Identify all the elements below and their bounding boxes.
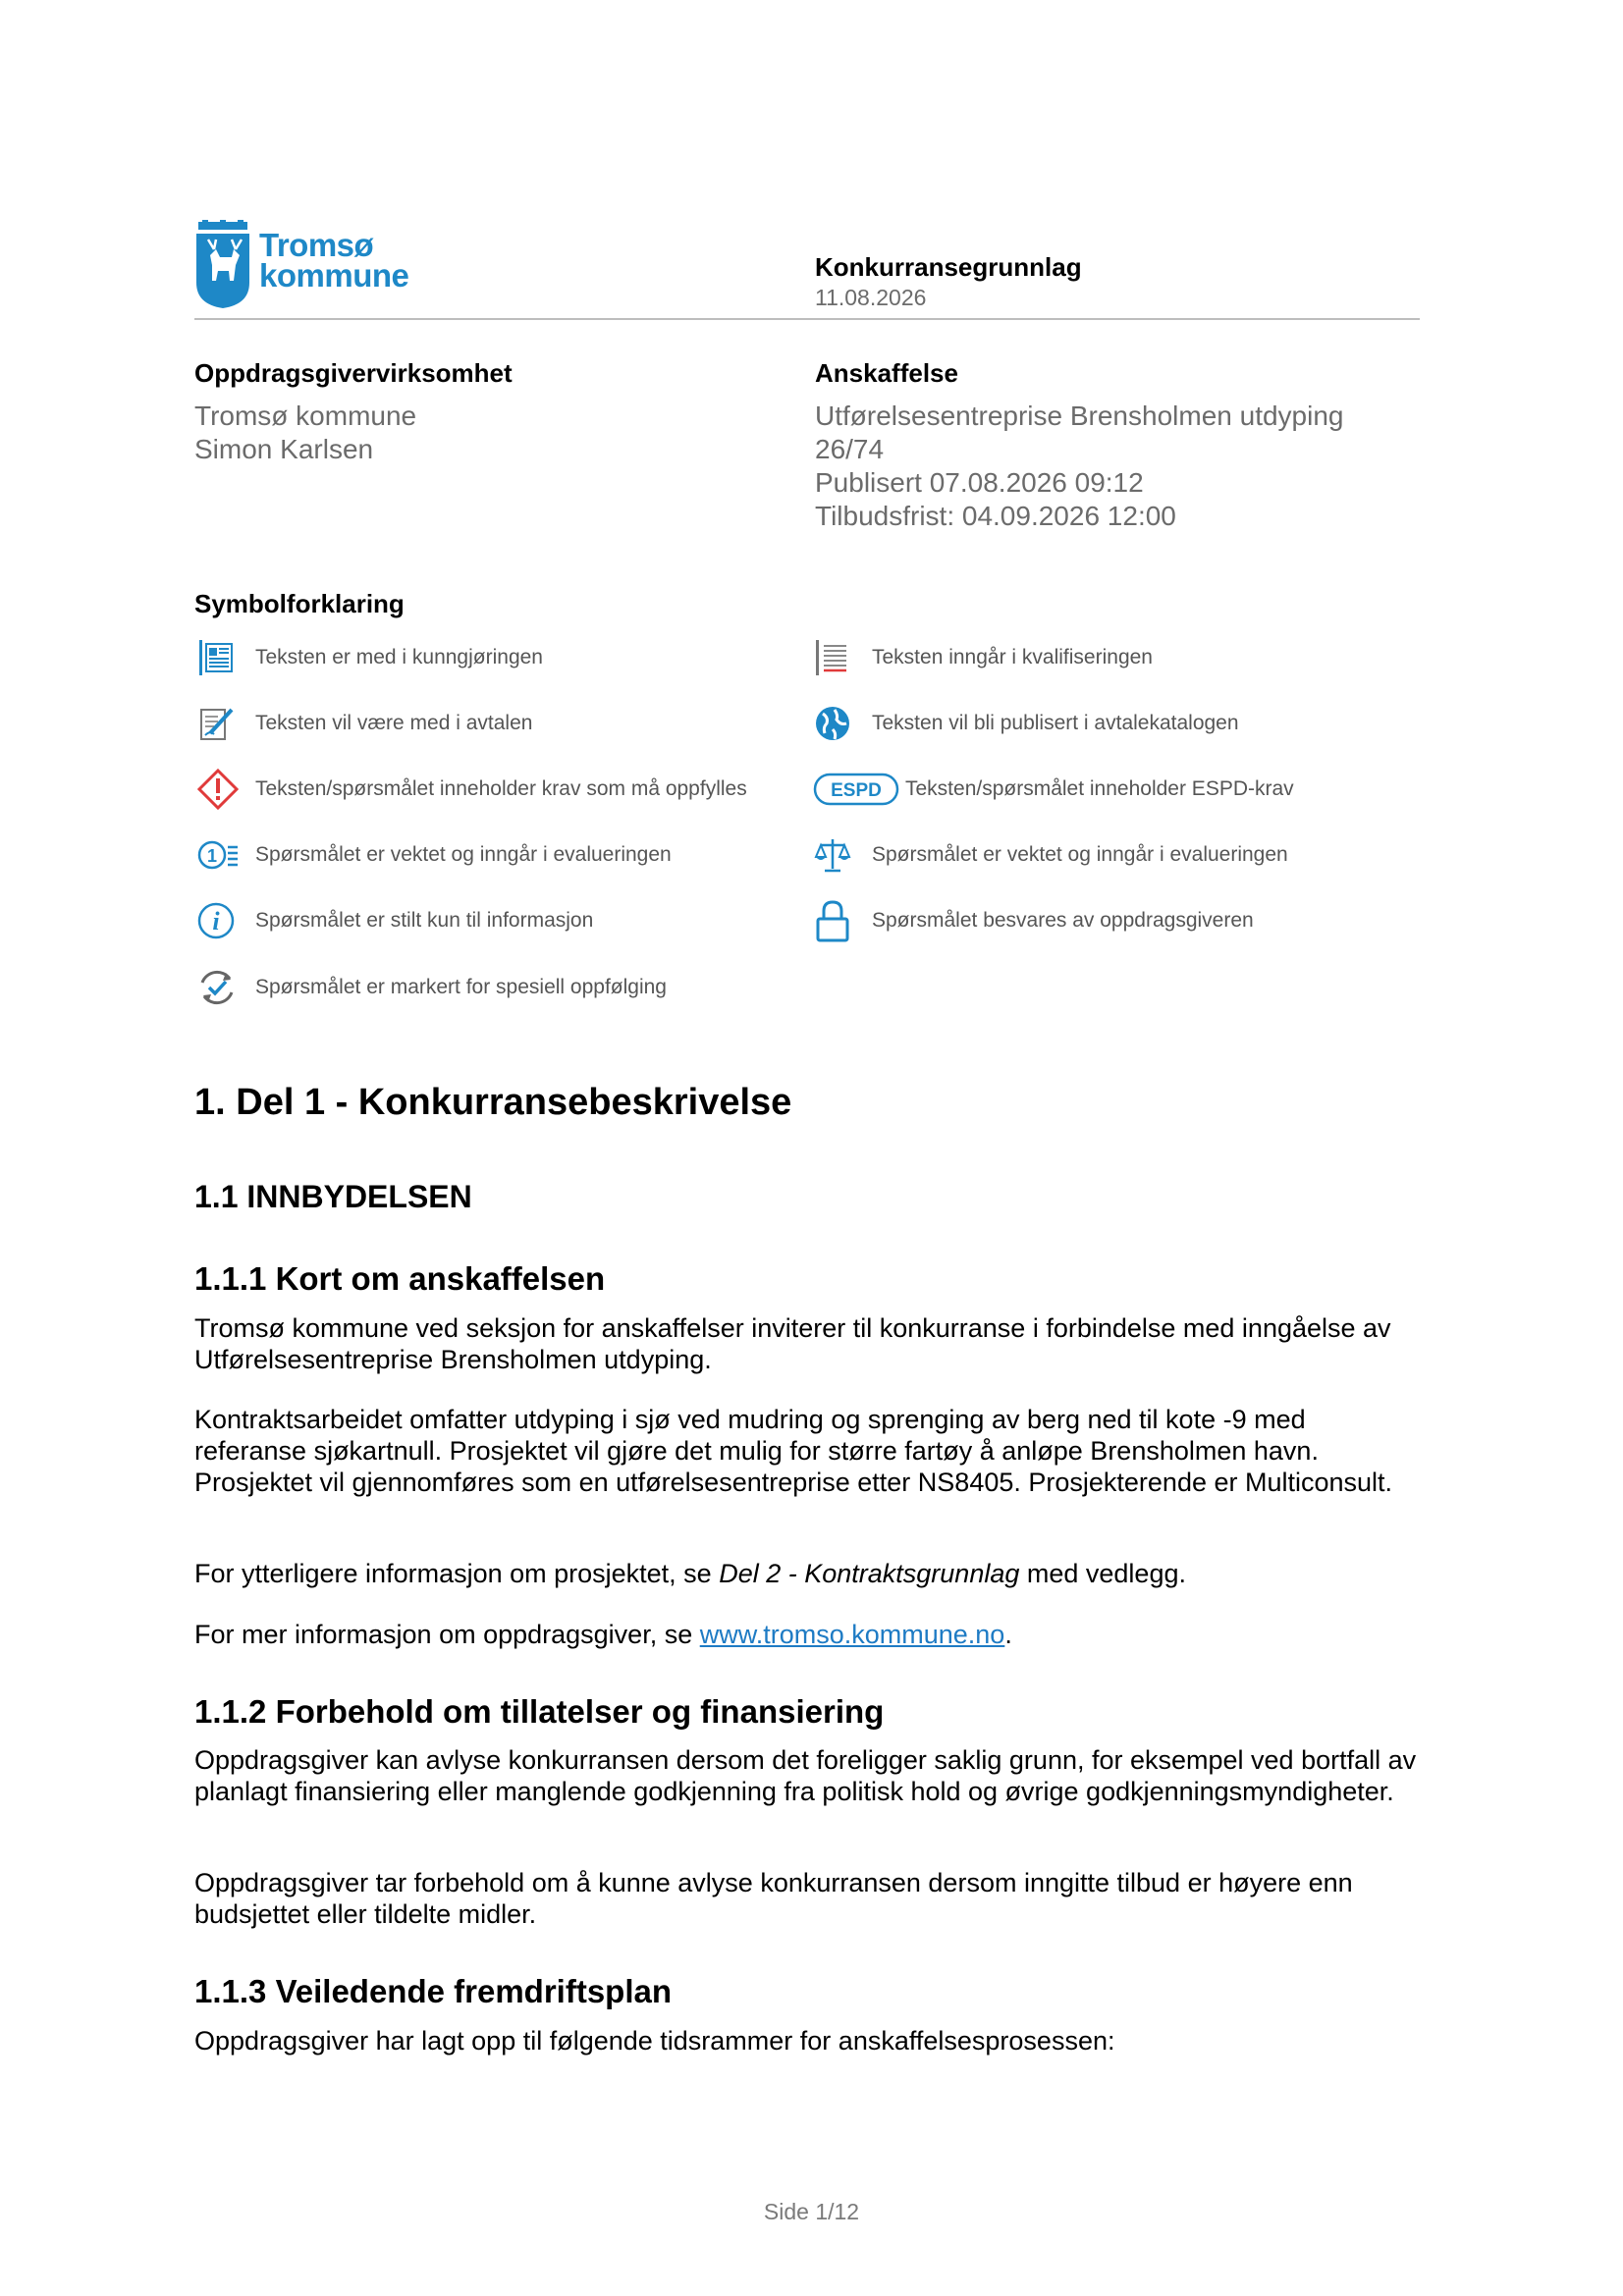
document-reference: Del 2 - Kontraktsgrunnlag (719, 1559, 1020, 1588)
legend-item-qualification (813, 636, 1153, 679)
legend-title: Symbolforklaring (194, 589, 405, 618)
paragraph: Oppdragsgiver kan avlyse konkurransen dersom det foreligger saklig grunn, for eksempel ved bortfall av planlagt finansiering eller manglende godkjenning fra politisk hold og øvrige godkjenningsmyndigheter. (194, 1745, 1417, 1806)
procurement-deadline: Tilbudsfrist: 04.09.2026 12:00 (815, 501, 1176, 531)
svg-text:1: 1 (206, 846, 218, 866)
document-title: Konkurransegrunnlag (815, 252, 1082, 282)
procurement-name: Utførelsesentreprise Brensholmen utdyping (815, 400, 1344, 431)
weighted-list-icon (196, 835, 240, 875)
client-website-link[interactable]: www.tromso.kommune.no (699, 1620, 1005, 1649)
legend-text: Spørsmålet besvares av oppdragsgiveren (872, 909, 1254, 932)
legend-text: Spørsmålet er markert for spesiell oppfølging (255, 976, 667, 998)
header-divider (194, 318, 1420, 320)
paragraph: Oppdragsgiver tar forbehold om å kunne avlyse konkurransen dersom inngitte tilbud er høyere enn budsjettet eller tildelte midler. (194, 1868, 1353, 1929)
legend-item-followup (196, 966, 667, 1009)
legend-item-announcement (196, 636, 543, 679)
paragraph: Oppdragsgiver har lagt opp til følgende tidsrammer for anskaffelsesprosessen: (194, 2026, 1115, 2056)
tromso-kommune-logo (194, 220, 430, 310)
legend-text: Teksten er med i kunngjøringen (255, 646, 543, 668)
section-heading-1-1-1: 1.1.1 Kort om anskaffelsen (194, 1260, 606, 1297)
legend-text: Teksten vil være med i avtalen (255, 712, 533, 734)
qualification-icon (813, 638, 852, 677)
legend-item-requirement (196, 768, 747, 811)
section-heading-1-1: 1.1 INNBYDELSEN (194, 1179, 472, 1214)
section-heading-1-1-3: 1.1.3 Veiledende fremdriftsplan (194, 1973, 673, 2009)
paragraph-client-link: For mer informasjon om oppdragsgiver, se www.tromso.kommune.no. (194, 1620, 1012, 1649)
scales-icon (813, 835, 852, 875)
legend-text: Teksten/spørsmålet inneholder ESPD-krav (905, 777, 1294, 800)
lock-icon (813, 899, 852, 942)
contract-icon (196, 704, 236, 743)
legend-item-lock (813, 899, 1254, 942)
client-contact: Simon Karlsen (194, 434, 374, 464)
document-date: 11.08.2026 (815, 285, 927, 310)
paragraph: Kontraktsarbeidet omfatter utdyping i sjø ved mudring og sprenging av berg ned til kote -9 med referanse sjøkartnull. Prosjektet vil gjøre det mulig for større fartøy å anløpe Brensholmen havn. Prosjektet vil gjennomføres som en utførelsesentreprise etter NS8405. Prosjekterende er Multiconsult. (194, 1405, 1393, 1497)
legend-text: Teksten/spørsmålet inneholder krav som må oppfylles (255, 777, 747, 800)
page-number: Side 1/12 (763, 2199, 860, 2224)
client-info (194, 400, 416, 466)
legend-item-info (196, 899, 593, 942)
legend-text: Spørsmålet er vektet og inngår i evalueringen (255, 843, 672, 866)
legend-item-contract (196, 702, 532, 745)
legend-text: Spørsmålet er vektet og inngår i evalueringen (872, 843, 1288, 866)
legend-text: Teksten vil bli publisert i avtalekatalogen (872, 712, 1239, 734)
paragraph-project-reference: For ytterligere informasjon om prosjektet, se Del 2 - Kontraktsgrunnlag med vedlegg. (194, 1559, 1186, 1588)
logo-wordmark: Tromsø kommune (259, 227, 409, 294)
legend-item-scales (813, 833, 1288, 877)
procurement-published: Publisert 07.08.2026 09:12 (815, 467, 1144, 498)
followup-icon (196, 967, 238, 1008)
espd-icon (813, 773, 899, 806)
section-heading-1: 1. Del 1 - Konkurransebeskrivelse (194, 1082, 792, 1123)
coat-of-arms-icon (194, 220, 251, 308)
globe-icon (813, 704, 852, 743)
paragraph: Tromsø kommune ved seksjon for anskaffelser inviterer til konkurranse i forbindelse med inngåelse av Utførelsesentreprise Brensholmen utdyping. (194, 1313, 1391, 1374)
legend-item-weighted (196, 833, 672, 877)
svg-text:i: i (212, 907, 220, 935)
svg-text:ESPD: ESPD (831, 780, 882, 801)
procurement-ref: 26/74 (815, 434, 885, 464)
warning-icon (196, 768, 240, 811)
legend-text: Spørsmålet er stilt kun til informasjon (255, 909, 594, 932)
procurement-heading: Anskaffelse (815, 358, 958, 388)
info-icon (196, 901, 236, 940)
legend-item-catalog (813, 702, 1239, 745)
client-heading: Oppdragsgivervirksomhet (194, 358, 513, 388)
legend-item-espd (813, 768, 1294, 811)
procurement-info (815, 400, 1343, 533)
client-name: Tromsø kommune (194, 400, 417, 431)
section-heading-1-1-2: 1.1.2 Forbehold om tillatelser og finansiering (194, 1693, 885, 1730)
announcement-icon (196, 638, 236, 677)
legend-text: Teksten inngår i kvalifiseringen (872, 646, 1153, 668)
